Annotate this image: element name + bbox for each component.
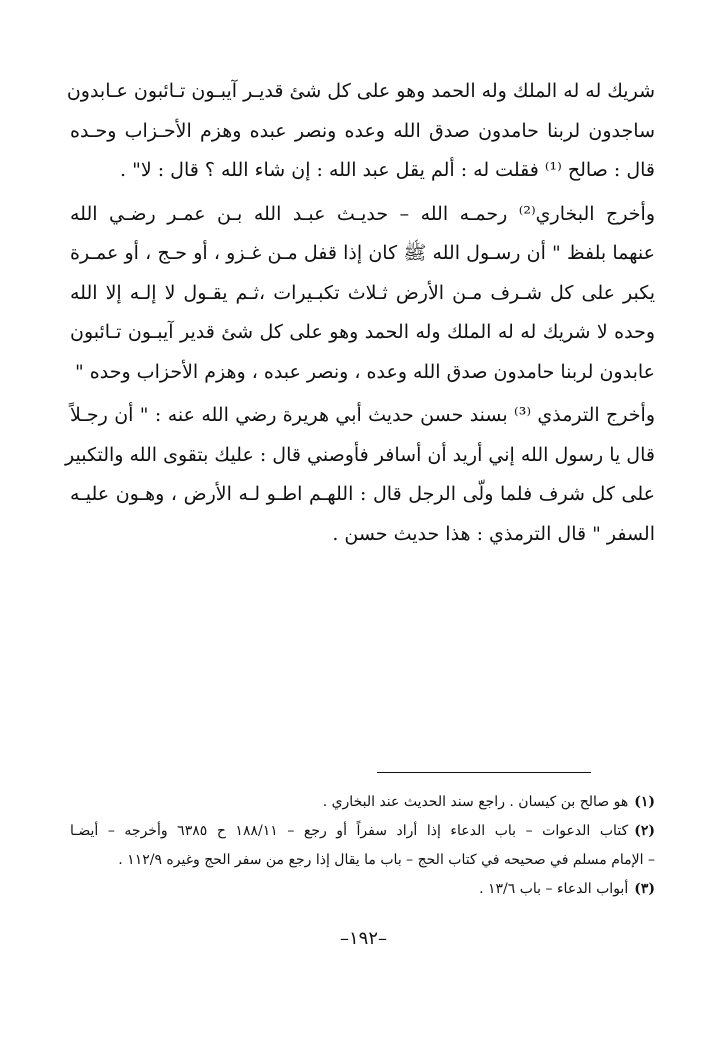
footnote-text: – الإمام مسلم في صحيحه في كتاب الحج – باب ما يقال إذا رجع من سفر الحج وغيره ١١٢/٩ . (118, 852, 655, 868)
text-line: عنهما بلفظ " أن رسـول الله ﷺ كان إذا قفل مـن غـزو ، أو حـج ، أو عمـرة (70, 242, 655, 264)
footnote-marker: (٣) (634, 881, 655, 897)
main-text (65, 72, 655, 554)
paragraph-3 (65, 396, 655, 554)
text-line: وأخرج الترمذي ⁽³⁾ بسند حسن حديث أبي هريرة رضي الله عنه : " أن رجـلاً (70, 404, 655, 426)
footnote-marker: (٢) (634, 823, 655, 839)
text-line: عابدون لربنا حامدون صدق الله وعده ، ونصر عبده ، وهزم الأحزاب وحده " (75, 360, 655, 383)
page-number: –١٩٢– (339, 928, 387, 949)
paragraph-2 (70, 195, 655, 393)
footnote-2 (70, 817, 655, 846)
footnote-text: كتاب الدعوات – باب الدعاء إذا أراد سفراً أو رجع – ١٨٨/١١ ح ٦٣٨٥ وأخرجه – أيضـا (70, 823, 629, 839)
paragraph-1 (66, 72, 655, 191)
text-line: شريك له له الملك وله الحمد وهو على كل شئ قديـر آيبـون تـائبون عـابدون (66, 80, 655, 102)
footnote-2-continued (70, 846, 655, 875)
footnote-text: أبواب الدعاء – باب ١٣/٦ . (479, 881, 629, 897)
text-line: على كل شرف فلما ولّى الرجل قال : اللهـم اطـو لـه الأرض ، وهـون عليـه (70, 483, 655, 505)
text-line: يكبر على كل شـرف مـن الأرض ثـلاث تكبـيرات ،ثـم يقـول لا إلـه إلا الله (70, 281, 655, 304)
footnote-separator (377, 772, 591, 773)
text-line: السفر " قال الترمذي : هذا حديث حسن . (332, 522, 655, 545)
footnotes (70, 788, 655, 904)
text-line: ساجدون لربنا حامدون صدق الله وعده ونصر عبده وهزم الأحـزاب وحـده (70, 119, 655, 142)
text-line: وأخرج البخاري⁽²⁾ رحمـه الله – حديـث عبـد الله بـن عمـر رضـي الله (70, 202, 655, 225)
text-line: قال يا رسول الله إني أريد أن أسافر فأوصني قال : عليك بتقوى الله والتكبير (65, 443, 655, 466)
text-line: قال : صالح ⁽¹⁾ فقلت له : ألم يقل عبد الله : إن شاء الله ؟ قال : لا" . (120, 159, 655, 181)
footnote-1 (70, 788, 655, 817)
footnote-text: هو صالح بن كيسان . راجع سند الحديث عند البخاري . (322, 794, 629, 810)
text-line: وحده لا شريك له له الملك وله الحمد وهو على كل شئ قدير آيبـون تـائبون (70, 321, 655, 343)
footnote-3 (70, 875, 655, 904)
footnote-marker: (١) (634, 794, 655, 810)
